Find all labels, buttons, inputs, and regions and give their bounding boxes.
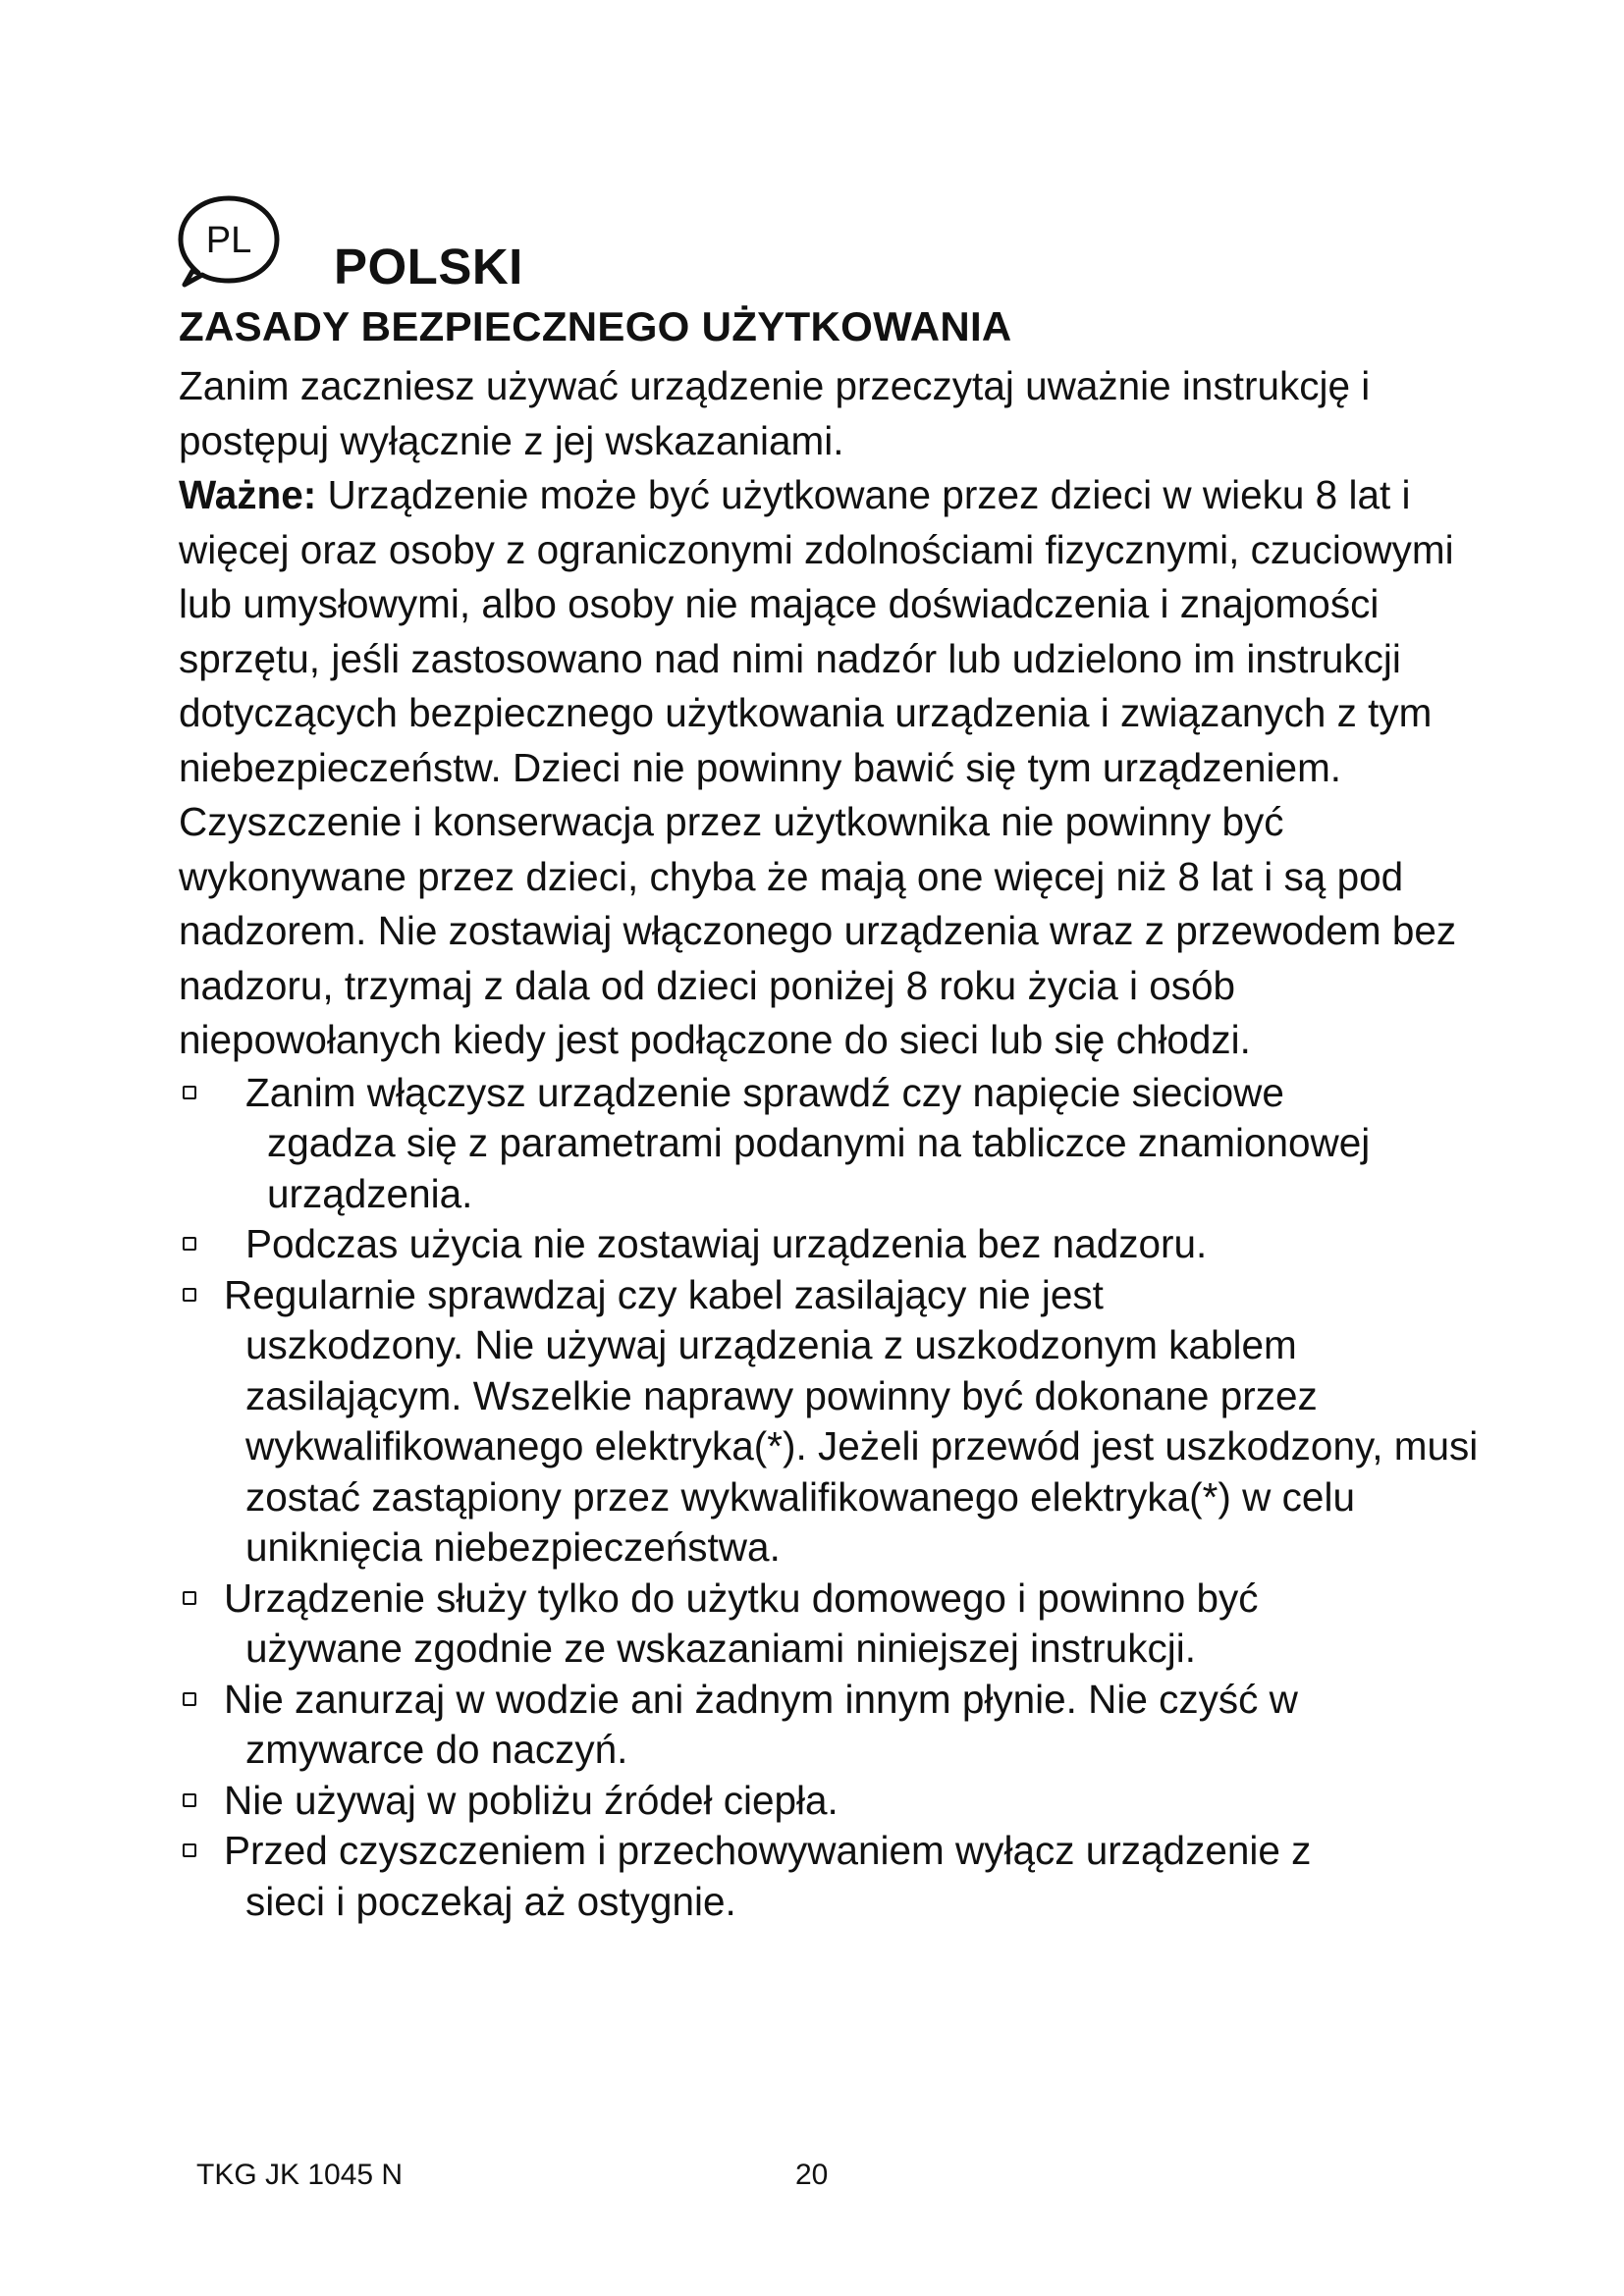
- warning-text: Przed czyszczeniem i przechowywaniem wyłącz urządzenie z: [224, 1828, 1312, 1873]
- checkbox-bullet-icon: [183, 1692, 196, 1706]
- checkbox-bullet-icon: [183, 1843, 196, 1857]
- warning-text: Zanim włączysz urządzenie sprawdź czy napięcie sieciowe: [245, 1069, 1284, 1115]
- warning-text-continued: sieci i poczekaj aż ostygnie.: [245, 1878, 736, 1924]
- section-title: ZASADY BEZPIECZNEGO UŻYTKOWANIA: [179, 303, 1012, 349]
- warning-text: Podczas użycia nie zostawiaj urządzenia bez nadzoru.: [245, 1221, 1208, 1266]
- speech-bubble-icon: [175, 192, 283, 291]
- language-title: POLSKI: [334, 239, 523, 294]
- language-badge-label: PL: [205, 220, 252, 261]
- page-number: 20: [795, 2159, 829, 2191]
- important-label: Ważne:: [179, 472, 317, 517]
- checkbox-bullet-icon: [183, 1591, 196, 1605]
- warning-text-continued: zgadza się z parametrami podanymi na tabliczce znamionowej urządzenia.: [267, 1120, 1371, 1216]
- warning-text-continued: używane zgodnie ze wskazaniami niniejszej instrukcji.: [245, 1626, 1196, 1671]
- intro-paragraph: Zanim zaczniesz używać urządzenie przeczytaj uważnie instrukcję i postępuj wyłącznie z jej wskazaniami.: [179, 363, 1371, 463]
- warning-text-continued: uszkodzony. Nie używaj urządzenia z uszkodzonym kablem zasilającym. Wszelkie naprawy powinny być dokonane przez wykwalifikowanego elektryka(*). Jeżeli przewód jest uszkodzony, musi zostać zastąpiony przez wykwalifikowanego elektryka(*) w celu uniknięcia niebezpieczeństwa.: [245, 1322, 1479, 1570]
- warning-text: Nie używaj w pobliżu źródeł ciepła.: [224, 1777, 839, 1823]
- list-item: [179, 1219, 1485, 1270]
- warning-text-continued: zmywarce do naczyń.: [245, 1727, 628, 1772]
- instructions-body: [179, 359, 1485, 1927]
- footer-model: TKG JK 1045 N: [196, 2159, 404, 2191]
- list-item: [179, 1270, 1485, 1574]
- list-item: [179, 1776, 1485, 1827]
- checkbox-bullet-icon: [183, 1793, 196, 1807]
- list-item: [179, 1574, 1485, 1675]
- list-item: [179, 1675, 1485, 1776]
- important-paragraph: [179, 468, 1485, 1068]
- list-item: [179, 1068, 1485, 1220]
- checkbox-bullet-icon: [183, 1086, 196, 1099]
- checkbox-bullet-icon: [183, 1288, 196, 1302]
- checkbox-bullet-icon: [183, 1237, 196, 1251]
- warning-text: Nie zanurzaj w wodzie ani żadnym innym płynie. Nie czyść w: [224, 1676, 1298, 1722]
- list-item: [179, 1826, 1485, 1927]
- language-badge: [175, 192, 283, 291]
- warning-text: Regularnie sprawdzaj czy kabel zasilający nie jest: [224, 1271, 1104, 1317]
- important-text: Urządzenie może być użytkowane przez dzieci w wieku 8 lat i więcej oraz osoby z ograniczonymi zdolnościami fizycznymi, czuciowymi lub umysłowymi, albo osoby nie mające doświadczenia i znajomości sprzętu, jeśli zastosowano nad nimi nadzór lub udzielono im instrukcji dotyczących bezpiecznego użytkowania urządzenia i związanych z tym niebezpieczeństw. Dzieci nie powinny bawić się tym urządzeniem. Czyszczenie i konserwacja przez użytkownika nie powinny być wykonywane przez dzieci, chyba że mają one więcej niż 8 lat i są pod nadzorem. Nie zostawiaj włączonego urządzenia wraz z przewodem bez nadzoru, trzymaj z dala od dzieci poniżej 8 roku życia i osób niepowołanych kiedy jest podłączone do sieci lub się chłodzi.: [179, 472, 1457, 1062]
- warning-text: Urządzenie służy tylko do użytku domowego i powinno być: [224, 1575, 1259, 1621]
- warnings-list: [179, 1068, 1485, 1928]
